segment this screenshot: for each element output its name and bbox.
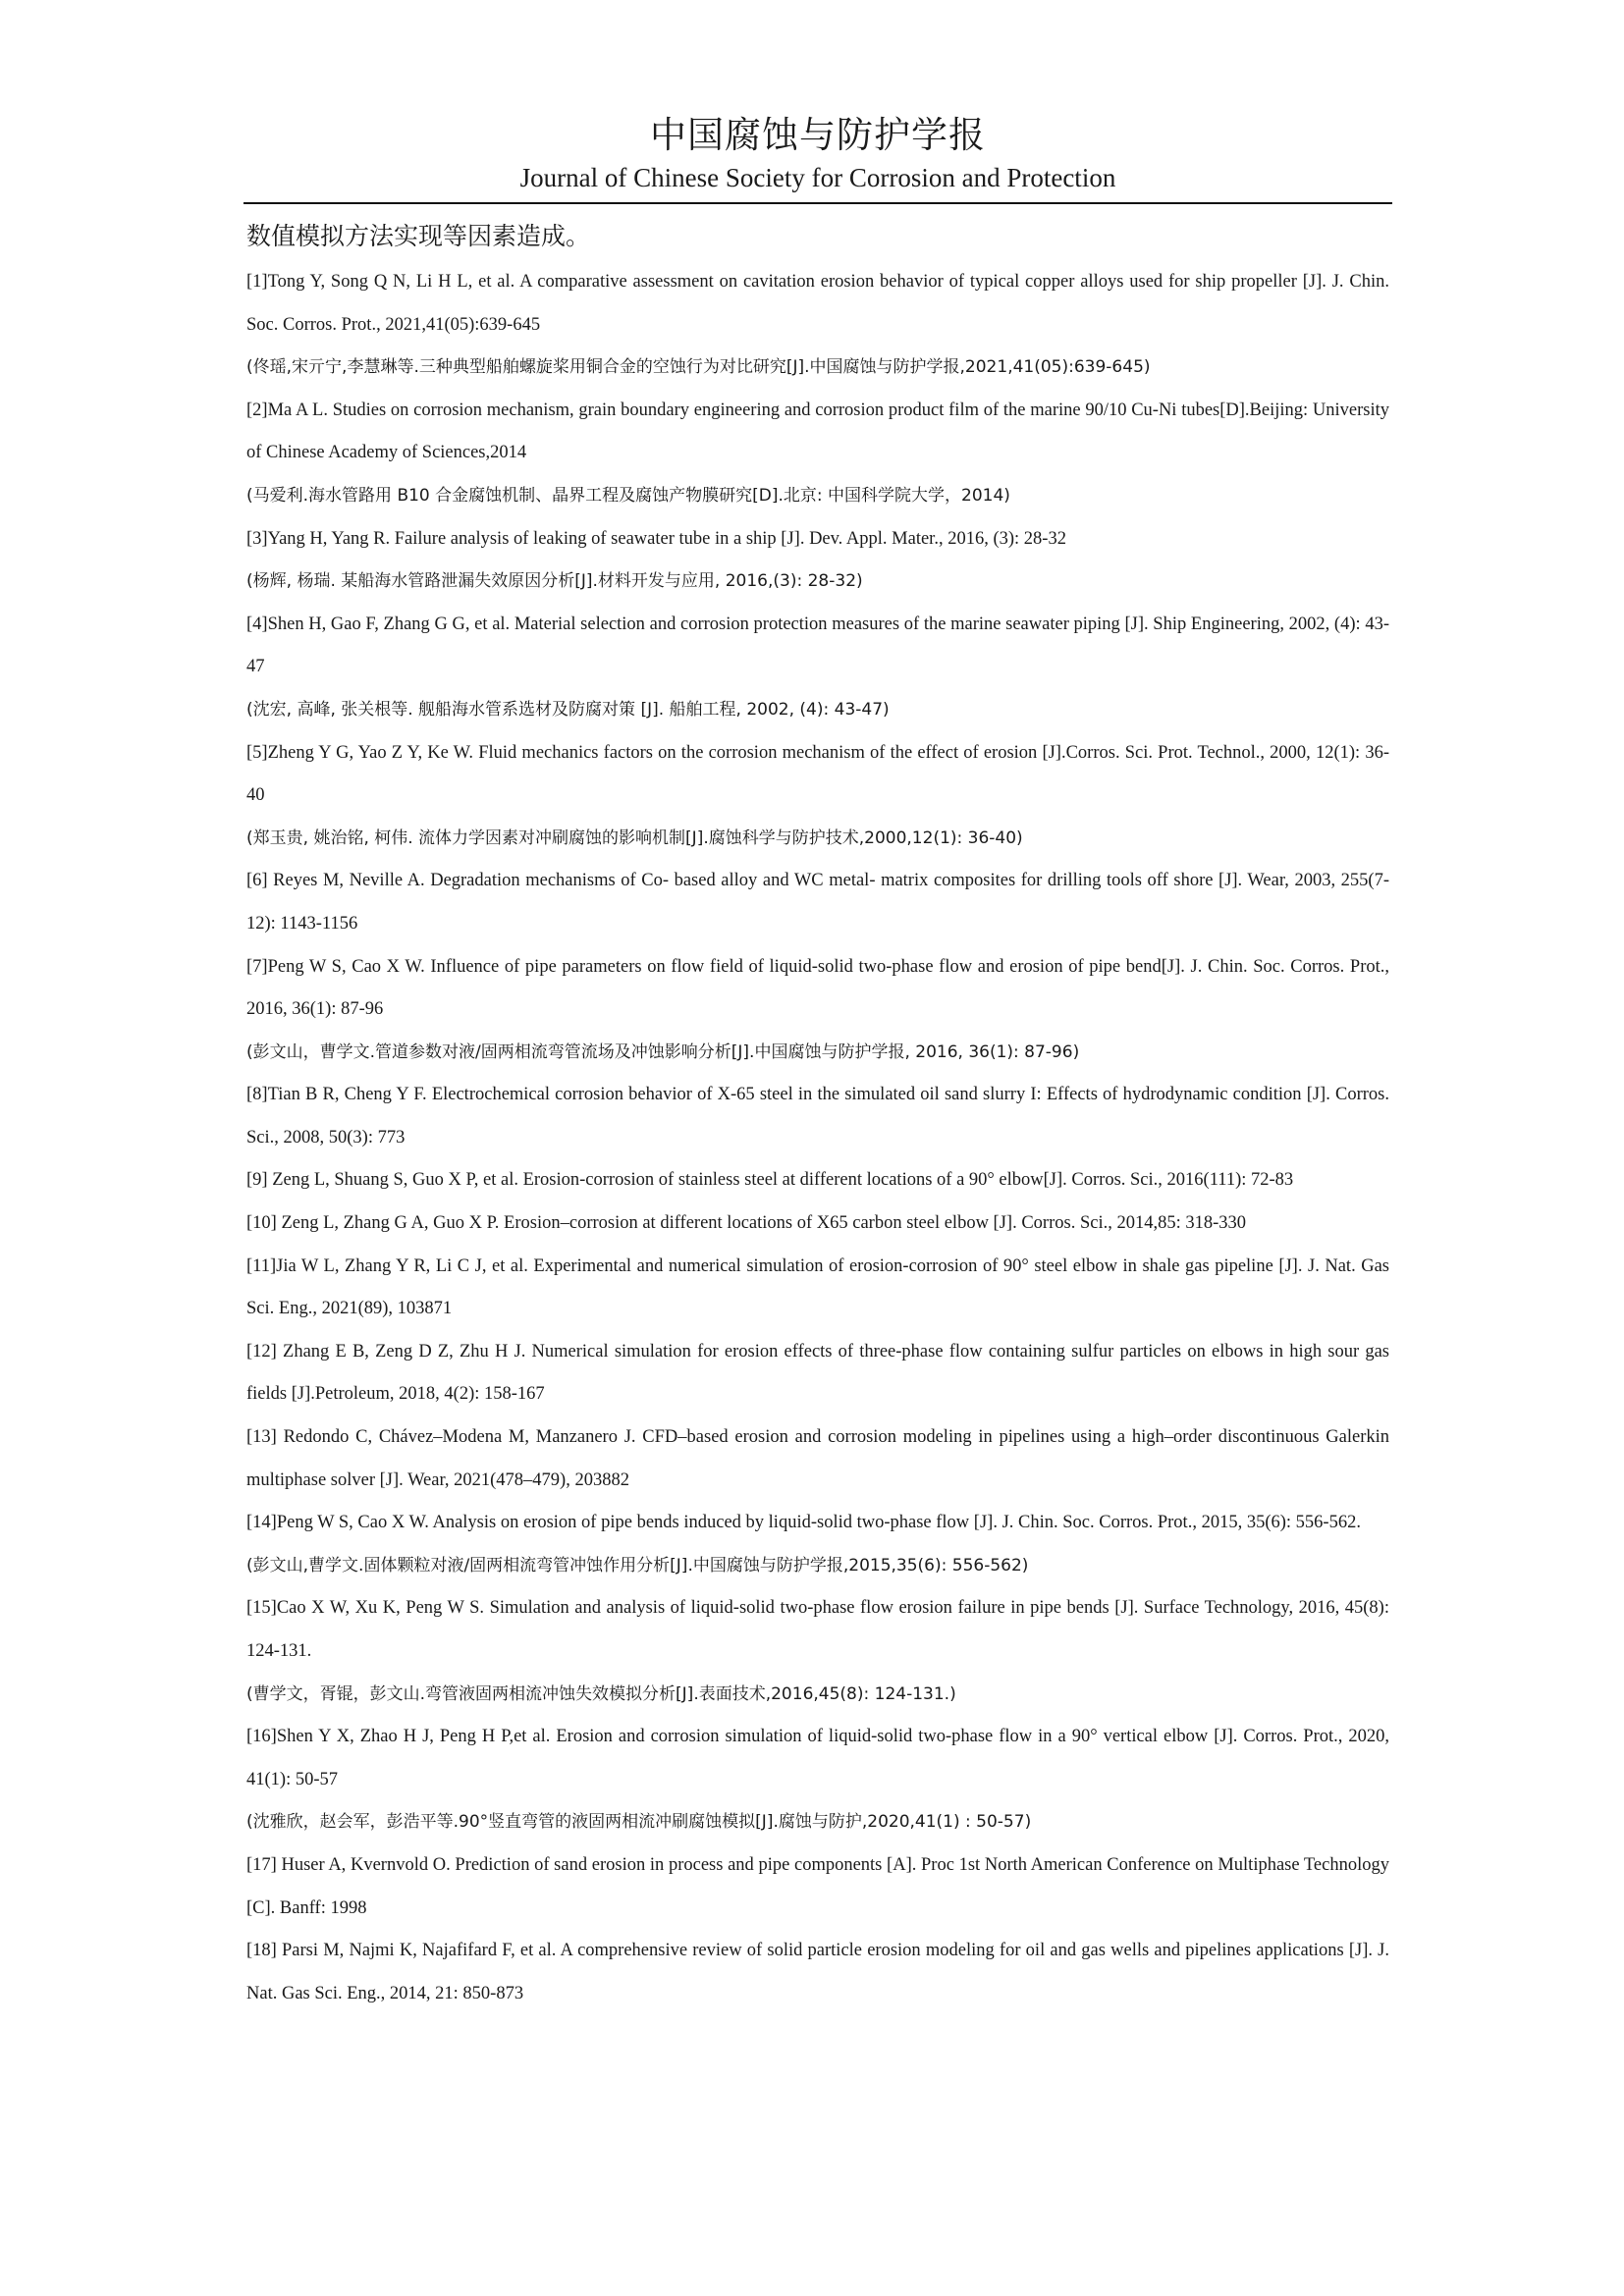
reference-list [246, 261, 1389, 2015]
reference-entry: [7]Peng W S, Cao X W. Influence of pipe parameters on flow field of liquid-solid two-phase flow and erosion of pipe bend[J]. J. Chin. Soc. Corros. Prot., 2016, 36(1): 87-96 [246, 956, 1389, 1020]
references-section [246, 214, 1389, 2015]
reference-translation: (彭文山，曹学文.管道参数对液/固两相流弯管流场及冲蚀影响分析[J].中国腐蚀与防护学报, 2016, 36(1): 87-96) [246, 1041, 1080, 1062]
reference-entry: [10] Zeng L, Zhang G A, Guo X P. Erosion–corrosion at different locations of X65 carbon steel elbow [J]. Corros. Sci., 2014,85: 318-330 [246, 1213, 1247, 1234]
header-divider [244, 202, 1392, 204]
reference-entry: [11]Jia W L, Zhang Y R, Li C J, et al. Experimental and numerical simulation of erosion-corrosion of 90° steel elbow in shale gas pipeline [J]. J. Nat. Gas Sci. Eng., 2021(89), 103871 [246, 1255, 1389, 1319]
reference-entry: [4]Shen H, Gao F, Zhang G G, et al. Material selection and corrosion protection measures of the marine seawater piping [J]. Ship Engineering, 2002, (4): 43-47 [246, 614, 1389, 677]
reference-entry: [3]Yang H, Yang R. Failure analysis of leaking of seawater tube in a ship [J]. Dev. Appl. Mater., 2016, (3): 28-32 [246, 528, 1066, 549]
reference-entry: [2]Ma A L. Studies on corrosion mechanism, grain boundary engineering and corrosion product film of the marine 90/10 Cu-Ni tubes[D].Beijing: University of Chinese Academy of Sciences,2014 [246, 400, 1389, 463]
reference-entry: [14]Peng W S, Cao X W. Analysis on erosion of pipe bends induced by liquid-solid two-phase flow [J]. J. Chin. Soc. Corros. Prot., 2015, 35(6): 556-562. [246, 1513, 1361, 1533]
reference-entry: [1]Tong Y, Song Q N, Li H L, et al. A comparative assessment on cavitation erosion behavior of typical copper alloys used for ship propeller [J]. J. Chin. Soc. Corros. Prot., 2021,41(05):639-645 [246, 272, 1389, 335]
reference-translation: (马爱利.海水管路用 B10 合金腐蚀机制、晶界工程及腐蚀产物膜研究[D].北京: 中国科学院大学，2014) [246, 485, 1010, 506]
reference-translation: (沈宏, 高峰, 张关根等. 舰船海水管系选材及防腐对策 [J]. 船舶工程, 2002, (4): 43-47) [246, 699, 890, 720]
reference-entry: [13] Redondo C, Chávez–Modena M, Manzanero J. CFD–based erosion and corrosion modeling in pipelines using a high–order discontinuous Galerkin multiphase solver [J]. Wear, 2021(478–479), 203882 [246, 1427, 1389, 1490]
intro-sentence: 数值模拟方法实现等因素造成。 [246, 222, 591, 250]
reference-translation: (杨辉, 杨瑞. 某船海水管路泄漏失效原因分析[J].材料开发与应用, 2016,(3): 28-32) [246, 571, 863, 592]
reference-entry: [9] Zeng L, Shuang S, Guo X P, et al. Erosion-corrosion of stainless steel at different locations of a 90° elbow[J]. Corros. Sci., 2016(111): 72-83 [246, 1170, 1294, 1191]
reference-entry: [8]Tian B R, Cheng Y F. Electrochemical corrosion behavior of X-65 steel in the simulated oil sand slurry I: Effects of hydrodynamic condition [J]. Corros. Sci., 2008, 50(3): 773 [246, 1085, 1389, 1148]
reference-translation: (曹学文，胥锟，彭文山.弯管液固两相流冲蚀失效模拟分析[J].表面技术,2016,45(8): 124-131.) [246, 1683, 956, 1704]
journal-title-chinese: 中国腐蚀与防护学报 [650, 114, 986, 156]
reference-entry: [17] Huser A, Kvernvold O. Prediction of sand erosion in process and pipe components [A]. Proc 1st North American Conference on Multiphase Technology [C]. Banff: 1998 [246, 1854, 1389, 1918]
reference-entry: [5]Zheng Y G, Yao Z Y, Ke W. Fluid mechanics factors on the corrosion mechanism of the effect of erosion [J].Corros. Sci. Prot. Technol., 2000, 12(1): 36-40 [246, 742, 1389, 806]
journal-header [244, 110, 1392, 194]
reference-entry: [16]Shen Y X, Zhao H J, Peng H P,et al. Erosion and corrosion simulation of liquid-solid two-phase flow in a 90° vertical elbow [J]. Corros. Prot., 2020, 41(1): 50-57 [246, 1727, 1389, 1789]
reference-translation: (沈雅欣，赵会军，彭浩平等.90°竖直弯管的液固两相流冲刷腐蚀模拟[J].腐蚀与防护,2020,41(1) : 50-57) [246, 1812, 1032, 1833]
reference-entry: [15]Cao X W, Xu K, Peng W S. Simulation and analysis of liquid-solid two-phase flow erosion failure in pipe bends [J]. Surface Technology, 2016, 45(8): 124-131. [246, 1598, 1389, 1661]
reference-translation: (彭文山,曹学文.固体颗粒对液/固两相流弯管冲蚀作用分析[J].中国腐蚀与防护学报,2015,35(6): 556-562) [246, 1555, 1029, 1575]
reference-translation: (佟瑶,宋亓宁,李慧琳等.三种典型船舶螺旋桨用铜合金的空蚀行为对比研究[J].中国腐蚀与防护学报,2021,41(05):639-645) [246, 357, 1151, 378]
journal-title-english: Journal of Chinese Society for Corrosion and Protection [519, 163, 1116, 192]
reference-translation: (郑玉贵, 姚治铭, 柯伟. 流体力学因素对冲刷腐蚀的影响机制[J].腐蚀科学与防护技术,2000,12(1): 36-40) [246, 828, 1023, 848]
reference-entry: [12] Zhang E B, Zeng D Z, Zhu H J. Numerical simulation for erosion effects of three-phase flow containing sulfur particles on elbows in high sour gas fields [J].Petroleum, 2018, 4(2): 158-167 [246, 1341, 1389, 1405]
reference-entry: [6] Reyes M, Neville A. Degradation mechanisms of Co- based alloy and WC metal- matrix composites for drilling tools off shore [J]. Wear, 2003, 255(7-12): 1143-1156 [246, 871, 1389, 934]
reference-entry: [18] Parsi M, Najmi K, Najafifard F, et al. A comprehensive review of solid particle erosion modeling for oil and gas wells and pipelines applications [J]. J. Nat. Gas Sci. Eng., 2014, 21: 850-873 [246, 1941, 1389, 2003]
